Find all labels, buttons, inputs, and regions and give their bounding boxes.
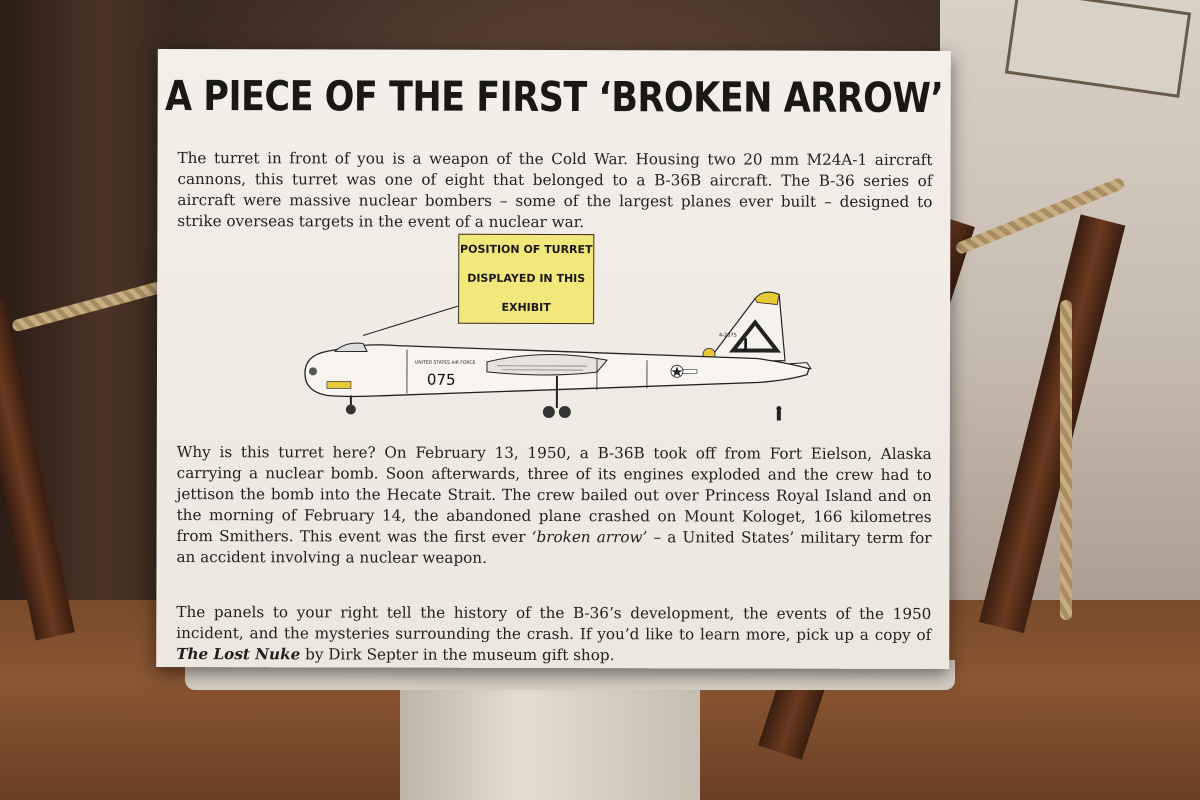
history-paragraph <box>176 442 931 570</box>
callout-line: DISPLAYED IN THIS <box>467 271 586 286</box>
sign-title: A PIECE OF THE FIRST ‘BROKEN ARROW’ <box>164 73 944 123</box>
callout-line: POSITION OF TURRET <box>460 242 593 257</box>
human-scale-figure <box>776 406 781 411</box>
aircraft-number: 075 <box>426 370 456 389</box>
history-text-part2: – a United States’ military term for an accident involving a nuclear weapon. <box>176 528 932 568</box>
further-info-paragraph <box>176 602 931 667</box>
broken-arrow-term: ‘broken arrow’ <box>531 528 648 547</box>
barrier-rope-hanging <box>1060 300 1072 620</box>
history-text-part1: Why is this turret here? On February 13, 1950, a B-36B took off from Fort Eielson, Alaska carrying a nuclear bomb. Soon afterwards, three of its engines exploded and the crew had to jettison the bomb into the Hecate Strait. The crew bailed out over Princess Royal Island and on the morning of February 14, the abandoned plane crashed on Mount Kologet, 166 kilometres from Smithers. This event was the first ever <box>176 443 932 547</box>
exhibit-sign <box>156 49 951 669</box>
callout-line: EXHIBIT <box>501 300 551 314</box>
tail-letter: J <box>743 336 749 353</box>
tail-serial: 4-2075 <box>719 332 737 339</box>
further-info-part1: The panels to your right tell the history of the B-36’s development, the events of the 1950 incident, and the mysteries surrounding the crash. If you’d like to learn more, pick up a copy of <box>176 603 932 645</box>
intro-paragraph: The turret in front of you is a weapon of the Cold War. Housing two 20 mm M24A-1 aircraft cannons, this turret was one of eight that belonged to a B-36B aircraft. The B-36 series of aircraft were massive nuclear bombers – some of the largest planes ever built – designed to strike overseas targets in the event of a nuclear war. <box>177 149 933 232</box>
further-info-part2: by Dirk Septer in the museum gift shop. <box>300 645 615 665</box>
fuselage-text: UNITED STATES AIR FORCE <box>414 360 476 366</box>
turret-position-callout <box>458 234 594 324</box>
book-title: The Lost Nuke <box>176 645 301 664</box>
